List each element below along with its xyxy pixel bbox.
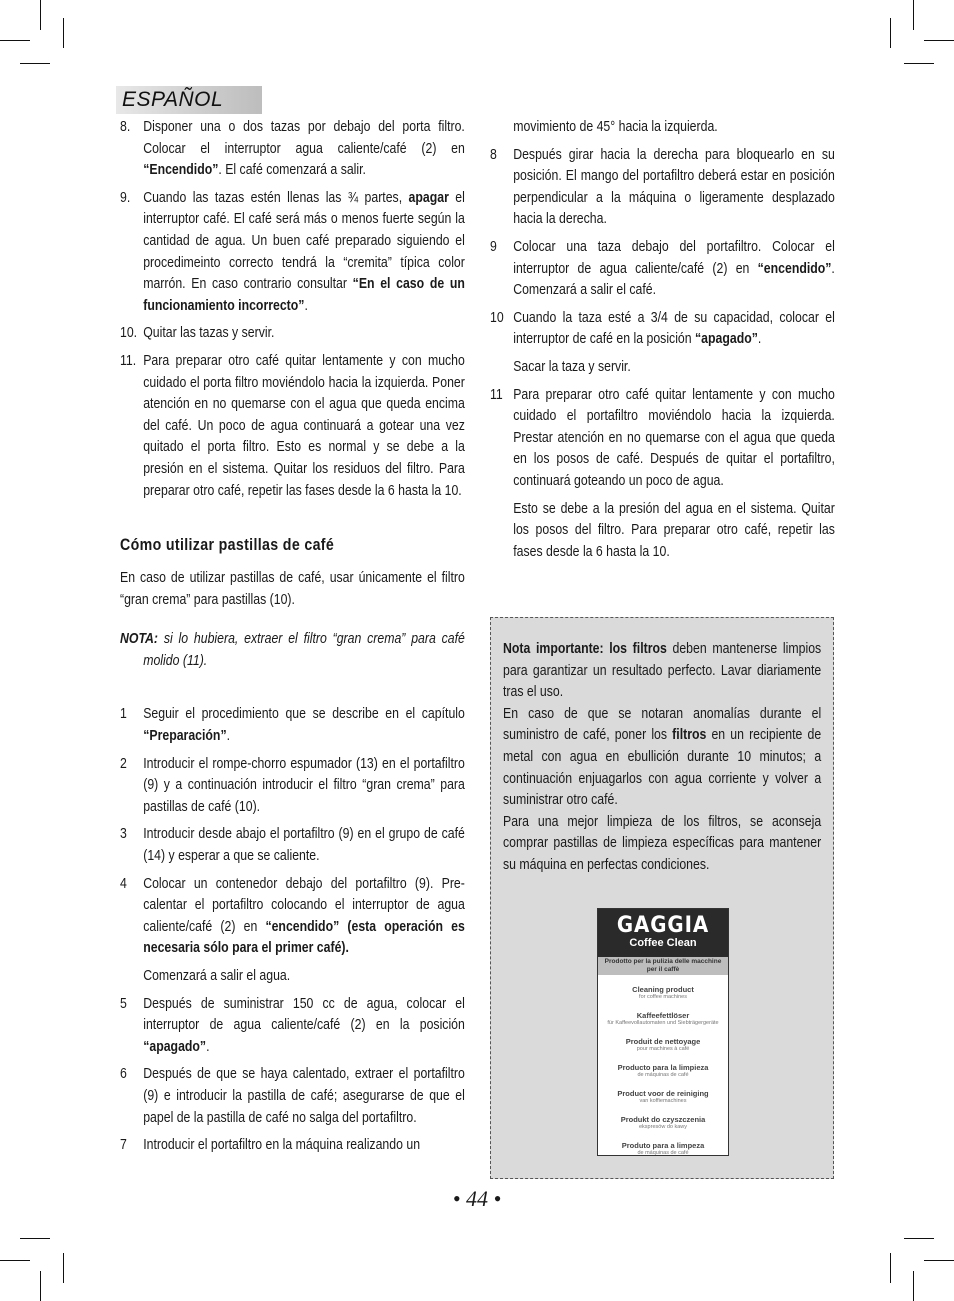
bold-text: “encendido” (esta operación es necesaria sólo para el primer café). xyxy=(143,918,465,957)
bold-text: “apagado” xyxy=(143,1038,207,1055)
crop-mark xyxy=(40,0,41,30)
list-item-number: 10 xyxy=(490,309,504,326)
note-paragraph xyxy=(503,704,821,812)
list-item xyxy=(120,351,465,502)
crop-mark xyxy=(890,1253,891,1283)
list-item-number: 9. xyxy=(120,189,131,206)
text-run: . xyxy=(757,331,762,348)
list-item-text xyxy=(513,499,835,564)
list-item-text xyxy=(143,117,465,182)
text-run: deben mantenerse limpios para garantizar un resultado perfecto. Lavar diariamente tras el uso. xyxy=(503,641,822,701)
product-entry-subtitle: ekspresów do kawy xyxy=(639,1124,687,1130)
crop-mark xyxy=(913,0,914,30)
text-run: Introducir el rompe-chorro espumador (13) en el portafiltro (9) y a continuación introducir el filtro “gran crema” para pastillas de café (10). xyxy=(143,755,465,815)
crop-mark xyxy=(913,1271,914,1301)
text-run: . xyxy=(304,297,308,314)
product-entry-subtitle: für Kaffeevollautomaten und Siebträgergeräte xyxy=(607,1020,719,1026)
list-item-number: 2 xyxy=(120,755,127,772)
product-entry xyxy=(598,1115,728,1131)
list-item xyxy=(490,308,835,351)
product-entry-subtitle: van koffiemachines xyxy=(639,1098,687,1104)
list-item-text xyxy=(143,754,465,819)
product-entry-title: Produit de nettoyage xyxy=(625,1037,701,1046)
product-entry-subtitle: for coffee machines xyxy=(639,994,687,1000)
list-item xyxy=(120,323,465,345)
text-run: Para preparar otro café quitar lentamente y con mucho cuidado el porta filtro moviéndolo hacia la izquierda. Poner atención en no quemarse con el agua que queda encima del café. Un poco de agua continuará a gotear una vez quitado el porta filtro. Esto es normal y se debe a la presión en el sistema. Quitar los residuos del filtro. Para preparar otro café, repetir las fases desde la 6 hasta la 10. xyxy=(143,352,465,499)
list-item-number: 8. xyxy=(120,119,131,135)
list-item-text xyxy=(143,351,465,502)
list-item-text xyxy=(143,704,465,747)
list-item-text xyxy=(143,966,465,988)
text-run: . xyxy=(206,1038,210,1055)
bold-text: “Encendido” xyxy=(143,162,219,179)
list-item-text xyxy=(513,145,835,231)
text-run: movimiento de 45° hacia la izquierda. xyxy=(513,119,718,135)
bold-text: “encendido” xyxy=(757,260,832,277)
list-item-text xyxy=(143,1064,465,1129)
crop-mark xyxy=(20,1238,50,1239)
list-item-text xyxy=(513,308,835,351)
list-item-text xyxy=(143,188,465,318)
crop-mark xyxy=(0,1260,30,1261)
language-label: ESPAÑOL xyxy=(122,88,224,111)
list-item-text xyxy=(513,117,835,139)
product-entry-title: Producto para la limpieza xyxy=(617,1063,709,1072)
list-item xyxy=(120,188,465,318)
crop-mark xyxy=(20,63,50,64)
crop-mark xyxy=(890,18,891,48)
page-number: • 44 • xyxy=(452,1186,502,1211)
list-item xyxy=(120,1135,465,1157)
list-item-text xyxy=(143,1135,465,1157)
text-run: Para una mejor limpieza de los filtros, se aconseja comprar pastillas de limpieza específicas para mantener su máquina en perfectas condiciones. xyxy=(503,813,822,873)
bold-text: “apagado” xyxy=(695,331,758,348)
list-item-number: 7 xyxy=(120,1137,127,1154)
left-column xyxy=(120,117,465,1163)
product-entry-title: Cleaning product xyxy=(632,985,694,994)
list-item-text xyxy=(143,323,465,345)
numbered-list-bottom xyxy=(120,704,465,1156)
note-paragraph xyxy=(503,639,821,704)
crop-mark xyxy=(63,18,64,48)
list-item-text xyxy=(513,237,835,302)
section-title: Cómo utilizar pastillas de café xyxy=(120,536,335,555)
list-item xyxy=(490,385,835,493)
product-entry xyxy=(598,985,728,1001)
text-run: Seguir el procedimiento que se describe en el capítulo xyxy=(143,706,465,723)
product-entry-subtitle: de máquinas de café xyxy=(637,1072,689,1078)
list-item-number: 4 xyxy=(120,875,127,892)
nota-label: NOTA: xyxy=(120,631,159,648)
list-item xyxy=(120,874,465,960)
list-item-number: 5 xyxy=(120,995,127,1012)
language-tab xyxy=(116,86,262,114)
list-item-number: 9 xyxy=(490,238,497,255)
list-item-number: 8 xyxy=(490,146,497,163)
product-band xyxy=(598,909,728,957)
list-item-number: 1 xyxy=(120,706,127,723)
text-run: en un recipiente de metal con agua en ebullición durante 10 minutos; a continuación enjuagarlos con agua corriente y volver a suministrar otro café. xyxy=(503,727,822,809)
product-entry-title: Produkt do czyszczenia xyxy=(620,1115,706,1124)
product-entry-title: Product voor de reiniging xyxy=(617,1089,709,1098)
note-text xyxy=(503,639,821,877)
note-paragraph xyxy=(503,812,821,877)
list-item xyxy=(120,704,465,747)
product-strip: Prodotto per la pulizia delle macchine per il caffè xyxy=(598,957,728,975)
text-run: Después girar hacia la derecha para bloquearlo en su posición. El mango del portafiltro deberá estar en posición perpendicular a la máquina o ligeramente desplazado hacia la derecha. xyxy=(513,146,835,228)
list-item xyxy=(120,754,465,819)
bold-text: “En el caso de un funcionamiento incorrecto” xyxy=(143,276,465,314)
list-item-number: 6 xyxy=(120,1066,127,1083)
list-item-text xyxy=(143,994,465,1059)
text-run: Colocar un contenedor debajo del portafiltro (9). Pre-calentar el portafiltro colocando el interruptor de agua caliente/café (2) en xyxy=(143,875,465,935)
crop-mark xyxy=(904,63,934,64)
list-item-number: 11. xyxy=(120,352,137,369)
list-item-number: 10. xyxy=(120,325,138,342)
list-item xyxy=(490,237,835,302)
product-entry-subtitle: pour machines à café xyxy=(636,1046,690,1052)
list-item xyxy=(490,499,835,564)
intro-paragraph: En caso de utilizar pastillas de café, usar únicamente el filtro “gran crema” para pastillas (10). xyxy=(120,570,465,608)
crop-mark xyxy=(63,1253,64,1283)
product-subtitle: Coffee Clean xyxy=(629,937,697,949)
product-entry xyxy=(598,1089,728,1105)
list-item-text xyxy=(143,874,465,960)
product-image xyxy=(597,908,729,1156)
bold-text: apagar xyxy=(408,189,449,206)
text-run: En caso de que se notaran anomalías durante el suministro de café, poner los xyxy=(503,705,822,744)
crop-mark xyxy=(904,1238,934,1239)
text-run: Quitar las tazas y servir. xyxy=(143,325,275,342)
text-run: Comenzará a salir el agua. xyxy=(143,968,291,984)
product-entries xyxy=(598,985,728,1156)
list-item-number: 11 xyxy=(490,386,503,403)
text-run: . Comenzará a salir el café. xyxy=(513,260,835,299)
list-item xyxy=(120,824,465,867)
product-entry xyxy=(598,1037,728,1053)
list-item xyxy=(490,117,835,139)
text-run: Disponer una o dos tazas por debajo del porta filtro. Colocar el interruptor agua caliente/café (2) en xyxy=(143,119,465,157)
nota-paragraph xyxy=(120,629,465,672)
text-run: Para preparar otro café quitar lentamente y con mucho cuidado el portafiltro moviéndolo hacia la izquierda. Prestar atención en no quemarse con el agua que queda en los posos de café. Después de quitar el portafiltro, continuará goteando un poco de agua. xyxy=(513,386,835,489)
product-entry-title: Kaffeefettlöser xyxy=(636,1011,690,1020)
list-item xyxy=(120,1064,465,1129)
list-item-text xyxy=(143,824,465,867)
crop-mark xyxy=(40,1271,41,1301)
product-entry-title: Produto para a limpeza xyxy=(621,1141,705,1150)
text-run: Cuando las tazas estén llenas las ¾ partes, xyxy=(143,189,409,206)
product-entry-subtitle: de máquinas de café xyxy=(637,1150,689,1156)
list-item-text xyxy=(513,385,835,493)
text-run: Esto se debe a la presión del agua en el sistema. Quitar los posos del filtro. Para preparar otro café, repetir las fases desde la 6 hasta la 10. xyxy=(513,500,835,560)
text-run: Colocar una taza debajo del portafiltro. Colocar el interruptor de agua caliente/café (2) en xyxy=(513,238,835,277)
crop-mark xyxy=(924,1260,954,1261)
nota-text: si lo hubiera, extraer el filtro “gran crema” para café molido (11). xyxy=(143,631,465,669)
text-run: Después de suministrar 150 cc de agua, colocar el interruptor de agua caliente/café (2) en la posición xyxy=(143,995,465,1034)
text-run: . xyxy=(226,728,231,745)
bold-text: “Preparación” xyxy=(143,728,227,745)
list-item-number: 3 xyxy=(120,826,127,843)
crop-mark xyxy=(0,40,30,41)
text-run: Sacar la taza y servir. xyxy=(513,358,631,375)
product-brand: GAGGIA xyxy=(616,913,710,938)
note-box xyxy=(490,617,834,1179)
product-entry xyxy=(598,1011,728,1027)
text-run: Introducir desde abajo el portafiltro (9) en el grupo de café (14) y esperar a que se caliente. xyxy=(143,826,465,865)
list-item xyxy=(120,966,465,988)
text-run: . El café comenzará a salir. xyxy=(218,162,366,179)
product-entry xyxy=(598,1141,728,1156)
list-item xyxy=(120,117,465,182)
list-item-text xyxy=(513,357,835,379)
product-entry xyxy=(598,1063,728,1079)
list-item xyxy=(490,357,835,379)
list-item xyxy=(490,145,835,231)
text-run: Introducir el portafiltro en la máquina realizando un xyxy=(143,1137,421,1154)
text-run: Cuando la taza esté a 3/4 de su capacidad, colocar el interruptor de café en la posición xyxy=(513,309,835,348)
list-item xyxy=(120,994,465,1059)
numbered-list-top xyxy=(120,117,465,502)
right-column xyxy=(490,117,835,569)
text-run: el interruptor café. El café será más o menos fuerte según la cantidad de agua. Un buen café preparado siguiendo el procedimeinto correcto tendrá la “cremita” típica color marrón. En caso contrario consultar xyxy=(143,189,465,293)
crop-mark xyxy=(924,40,954,41)
bold-text: Nota importante: los filtros xyxy=(503,641,667,657)
bold-text: filtros xyxy=(672,727,707,744)
numbered-list-right xyxy=(490,117,835,563)
text-run: Después de que se haya calentado, extraer el portafiltro (9) e introducir la pastilla de café; asegurarse de que el papel de la pastilla de café no salga del portafiltro. xyxy=(143,1066,465,1126)
